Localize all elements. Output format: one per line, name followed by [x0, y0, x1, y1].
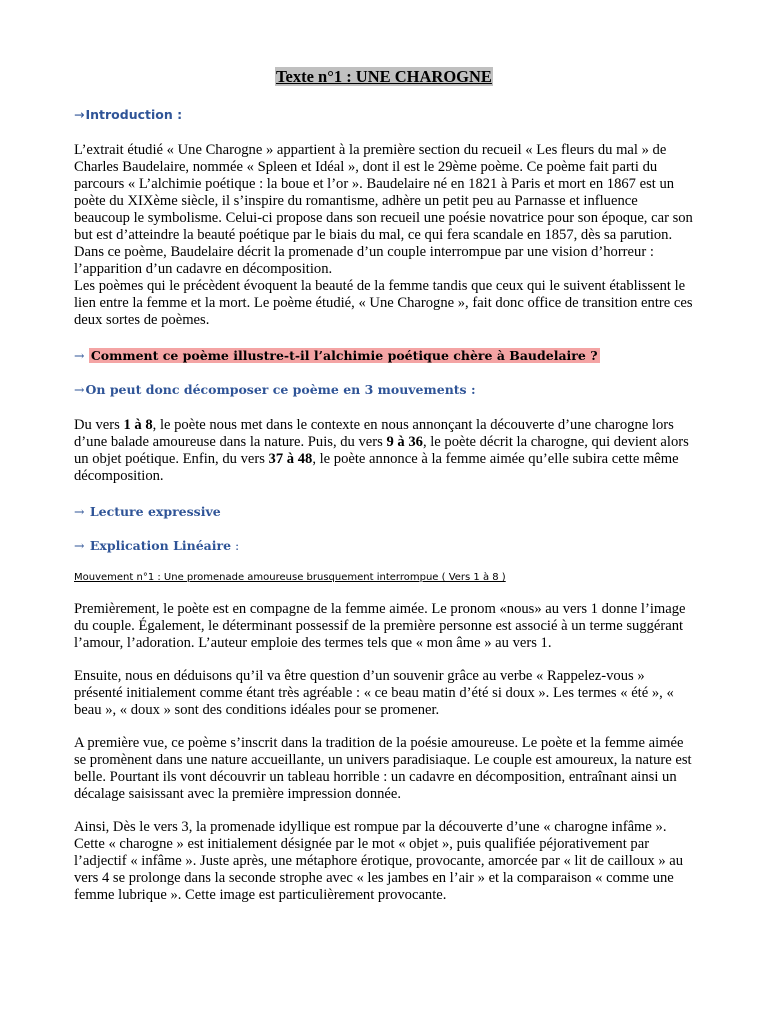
- intro-paragraph-2: Dans ce poème, Baudelaire décrit la promenade d’un couple interrompue par une vision d’horreur : l’apparition d’un cadavre en décomposition.: [74, 244, 654, 277]
- movements-text-c: , le poète nous met dans le contexte en nous annonçant la découverte d’une charogne lors d’une balade amoureuse dans la nature. Puis, du vers: [74, 417, 674, 450]
- problematic-question: [74, 347, 694, 365]
- verse-range-2: 9 à 36: [386, 434, 423, 450]
- movements-heading: [74, 381, 694, 399]
- arrow-right-icon: →: [74, 504, 85, 519]
- introduction-heading: [74, 106, 694, 124]
- intro-paragraph-3: Les poèmes qui le précèdent évoquent la beauté de la femme tandis que ceux qui le suivent établissent le lien entre la femme et la mort. Le poème étudié, « Une Charogne », fait donc office de transition entre ces deux sortes de poèmes.: [74, 278, 693, 328]
- movements-text-e: , le poète décrit la charogne, qui devient alors un objet poétique. Enfin, du vers: [74, 434, 689, 467]
- verse-range-3: 37 à 48: [268, 451, 313, 467]
- document-title-text: Texte n°1 : UNE CHAROGNE: [276, 67, 492, 86]
- introduction-heading-text: Introduction :: [85, 107, 183, 122]
- analysis-paragraph-2: Ensuite, nous en déduisons qu’il va être question d’un souvenir grâce au verbe « Rappelez-vous » présenté initialement comme étant très agréable : « ce beau matin d’été si doux ». Les termes « été », « beau », « doux » sont des conditions idéales pour se promener.: [74, 668, 674, 718]
- movements-heading-text: On peut donc décomposer ce poème en 3 mouvements :: [85, 382, 476, 397]
- document-body: [74, 66, 694, 904]
- problematic-question-text: Comment ce poème illustre-t-il l’alchimie poétique chère à Baudelaire ?: [90, 348, 598, 363]
- movements-text-a: Du vers: [74, 417, 124, 433]
- arrow-right-icon: →: [74, 382, 85, 397]
- explication-heading-colon: :: [231, 538, 240, 553]
- verse-range-1: 1 à 8: [123, 417, 153, 433]
- arrow-right-icon: →: [74, 538, 85, 553]
- explication-heading-text: Explication Linéaire: [89, 538, 232, 553]
- reading-heading-text: Lecture expressive: [89, 504, 221, 519]
- analysis-paragraph-4: Ainsi, Dès le vers 3, la promenade idyllique est rompue par la découverte d’une « charogne infâme ». Cette « charogne » est initialement désignée par le mot « objet », puis qualifiée péjorativement par l’adjectif « infâme ». Juste après, une métaphore érotique, provocante, amorcée par « lit de cailloux » au vers 4 se prolonge dans la seconde strophe avec « les jambes en l’air » et la comparaison « comme une femme lubrique ». Cette image est particulièrement provocante.: [74, 819, 684, 903]
- movements-text-g: , le poète annonce à la femme aimée qu’elle subira cette même décomposition.: [74, 451, 679, 484]
- document-title: [74, 66, 694, 88]
- movements-paragraph: [74, 417, 694, 485]
- analysis-paragraph-1: Premièrement, le poète est en compagne de la femme aimée. Le pronom «nous» au vers 1 donne l’image du couple. Également, le déterminant possessif de la première personne est associé à un terme suggérant l’amour, l’adoration. L’auteur emploie des termes tels que « mon âme » au vers 1.: [74, 601, 686, 651]
- explication-heading: [74, 537, 694, 555]
- analysis-paragraph-3: A première vue, ce poème s’inscrit dans la tradition de la poésie amoureuse. Le poète et la femme aimée se promènent dans une nature accueillante, un univers paradisiaque. Le couple est amoureux, la nature est belle. Pourtant ils vont découvrir un tableau horrible : un cadavre en décomposition, entraînant ainsi un décalage saisissant avec la première impression donnée.: [74, 735, 692, 802]
- reading-heading: [74, 503, 694, 521]
- arrow-right-icon: →: [74, 348, 85, 363]
- intro-paragraph-1: L’extrait étudié « Une Charogne » appartient à la première section du recueil « Les fleurs du mal » de Charles Baudelaire, nommée « Spleen et Idéal », dont il est le 29ème poème. Ce poème fait parti du parcours « L’alchimie poétique : la boue et l’or ». Baudelaire né en 1821 à Paris et mort en 1867 est un poète du XIXème siècle, il s’inspire du romantisme, adhère un petit peu au Parnasse et influence beaucoup le symbolisme. Celui-ci propose dans son recueil une poésie novatrice pour son époque, car son but est d’atteindre la beauté poétique par le biais du mal, ce qui fera scandale en 1857, dès sa parution.: [74, 142, 693, 243]
- movement-1-title: Mouvement n°1 : Une promenade amoureuse brusquement interrompue ( Vers 1 à 8 ): [74, 572, 506, 583]
- arrow-right-icon: →: [74, 107, 85, 122]
